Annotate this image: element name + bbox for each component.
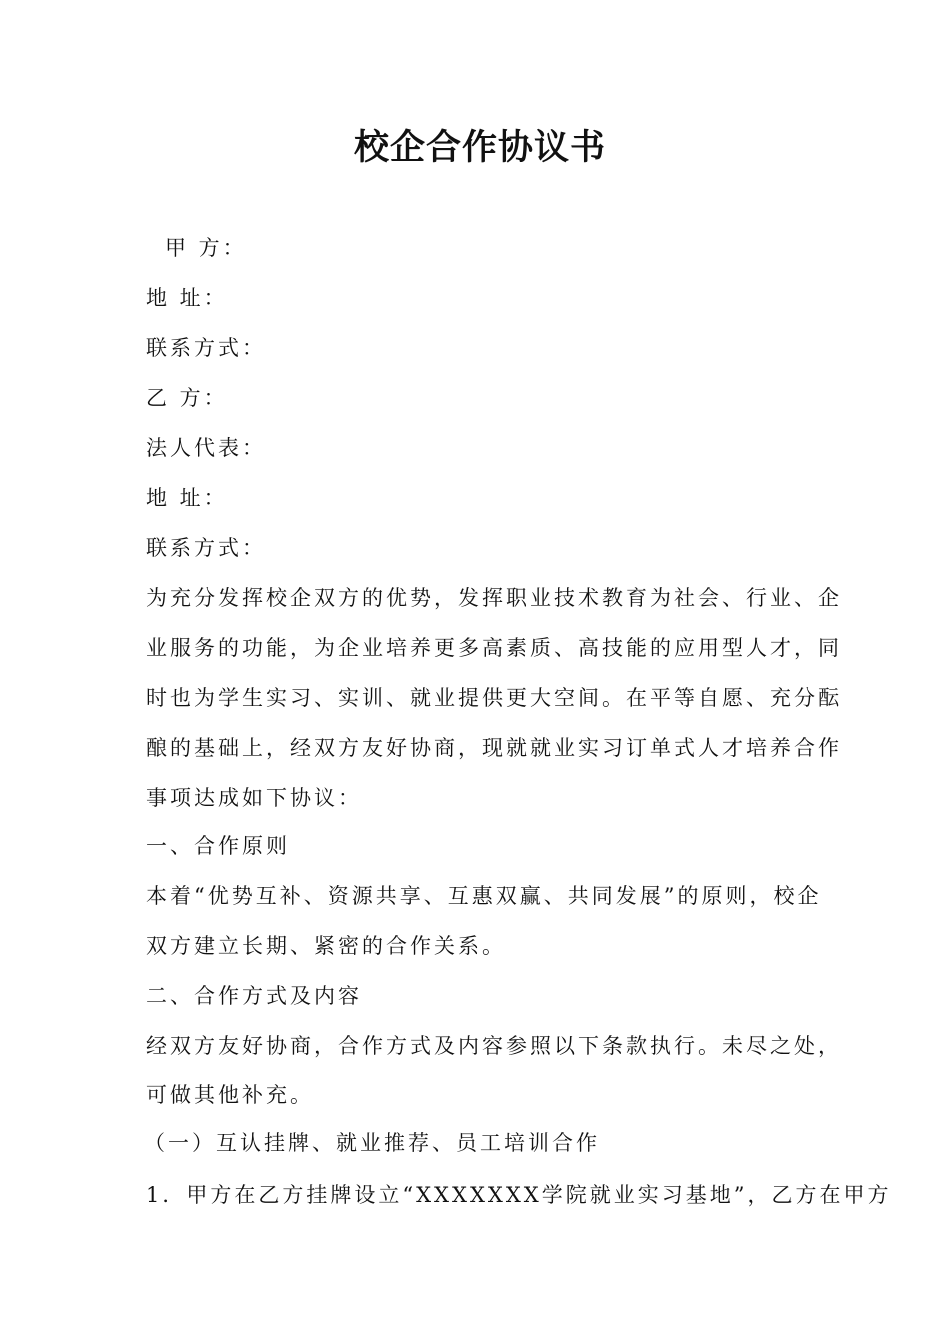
party-a-address-field: 地 址： xyxy=(146,286,228,310)
section-one-line-2: 双方建立长期、紧密的合作关系。 xyxy=(146,934,506,958)
document-title: 校企合作协议书 xyxy=(353,127,606,168)
subsection-one-heading: （一）互认挂牌、就业推荐、员工培训合作 xyxy=(144,1131,600,1155)
legal-representative-field: 法人代表： xyxy=(146,436,266,460)
intro-line-4: 酿的基础上，经双方友好协商，现就就业实习订单式人才培养合作 xyxy=(146,736,842,760)
intro-line-2: 业服务的功能，为企业培养更多高素质、高技能的应用型人才，同 xyxy=(146,636,842,660)
intro-line-1: 为充分发挥校企双方的优势，发挥职业技术教育为社会、行业、企 xyxy=(146,586,842,610)
item-one-line: 1．甲方在乙方挂牌设立“XXXXXXX学院就业实习基地”，乙方在甲方 xyxy=(146,1183,892,1207)
section-two-heading: 二、合作方式及内容 xyxy=(146,984,362,1008)
intro-line-3: 时也为学生实习、实训、就业提供更大空间。在平等自愿、充分酝 xyxy=(146,686,842,710)
party-a-contact-field: 联系方式： xyxy=(146,336,266,360)
section-one-line-1: 本着“优势互补、资源共享、互惠双赢、共同发展”的原则，校企 xyxy=(146,884,822,908)
section-one-heading: 一、合作原则 xyxy=(146,834,290,858)
section-two-line-2: 可做其他补充。 xyxy=(146,1083,314,1107)
party-b-field: 乙 方： xyxy=(146,386,228,410)
section-two-line-1: 经双方友好协商，合作方式及内容参照以下条款执行。未尽之处， xyxy=(146,1034,842,1058)
party-b-address-field: 地 址： xyxy=(146,486,228,510)
party-a-field: 甲 方： xyxy=(165,236,247,260)
intro-line-5: 事项达成如下协议： xyxy=(146,786,362,810)
party-b-contact-field: 联系方式： xyxy=(146,536,266,560)
